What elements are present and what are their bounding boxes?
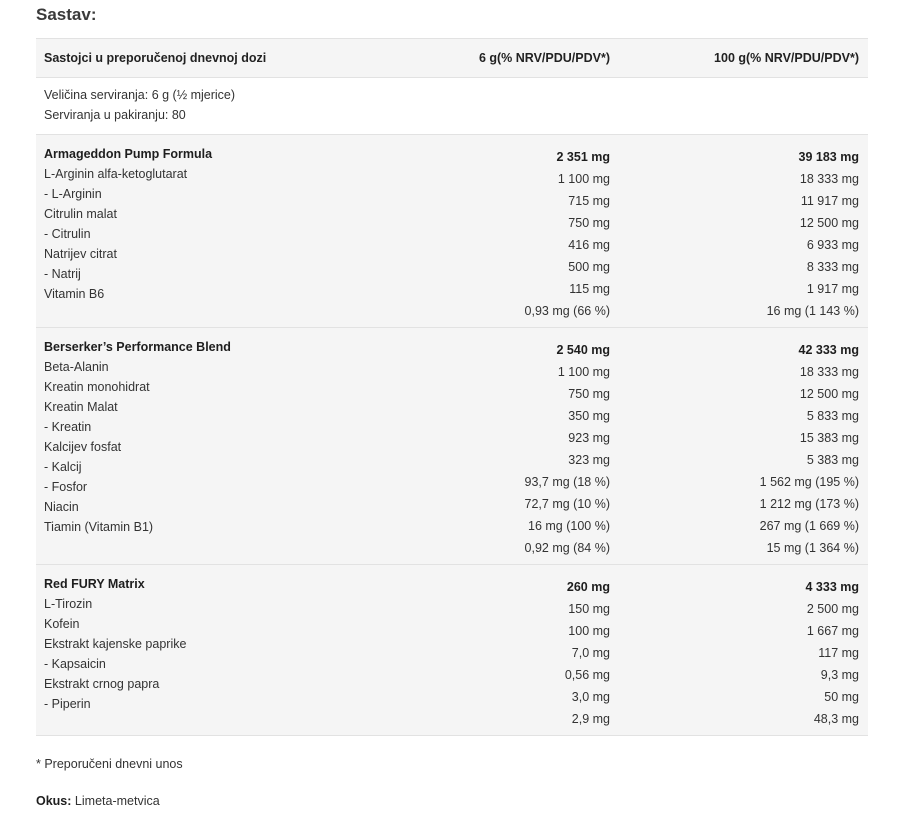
ingredient-line: Citrulin malat — [44, 207, 117, 221]
ingredient-line: 11 917 mg — [800, 194, 859, 208]
ingredient-line: 7,0 mg — [571, 646, 610, 660]
ingredient-line: Kalcijev fosfat — [44, 440, 122, 454]
table-header — [36, 39, 868, 78]
ingredient-line: - Citrulin — [44, 227, 91, 241]
ingredient-line: 1 667 mg — [806, 624, 859, 638]
ingredient-line: 1 100 mg — [557, 172, 610, 186]
ingredient-line: 1 212 mg (173 %) — [759, 497, 859, 511]
ingredient-line: 3,0 mg — [571, 690, 610, 704]
ingredient-line: Ekstrakt crnog papra — [44, 677, 160, 691]
ingredient-line: - Kreatin — [44, 420, 92, 434]
ingredient-line: 93,7 mg (18 %) — [524, 475, 610, 489]
ingredient-line: Vitamin B6 — [44, 287, 105, 301]
blend-total: Armageddon Pump Formula — [44, 147, 213, 161]
ingredient-line: 18 333 mg — [799, 172, 859, 186]
section-berserker — [36, 328, 868, 565]
section-col-6g — [525, 339, 610, 559]
section-heading: Sastav: — [36, 5, 97, 24]
ingredient-line: 0,93 mg (66 %) — [524, 304, 610, 318]
flavor-line — [36, 794, 160, 808]
ingredient-line: 1 917 mg — [806, 282, 859, 296]
header-col-6g: 6 g(% NRV/PDU/PDV*) — [478, 51, 610, 65]
header-col-100g: 100 g(% NRV/PDU/PDV*) — [714, 51, 859, 65]
ingredient-line: 9,3 mg — [820, 668, 859, 682]
ingredient-line: Kofein — [44, 617, 80, 631]
ingredient-line: 1 562 mg (195 %) — [759, 475, 859, 489]
ingredient-line: 500 mg — [568, 260, 610, 274]
ingredient-line: 5 383 mg — [806, 453, 859, 467]
serving-info — [36, 78, 868, 135]
ingredient-line: 50 mg — [824, 690, 859, 704]
ingredient-line: 416 mg — [568, 238, 610, 252]
ingredient-line: 5 833 mg — [806, 409, 859, 423]
ingredient-line: 1 100 mg — [557, 365, 610, 379]
ingredient-line: 16 mg (100 %) — [528, 519, 610, 533]
blend-total: 2 540 mg — [556, 343, 610, 357]
blend-total: Berserker’s Performance Blend — [44, 340, 231, 354]
ingredient-line: 8 333 mg — [806, 260, 859, 274]
ingredient-line: 16 mg (1 143 %) — [766, 304, 859, 318]
flavor-label: Okus: — [36, 794, 72, 808]
section-col-100g — [760, 339, 859, 559]
ingredient-line: 12 500 mg — [799, 216, 859, 230]
ingredient-line: 323 mg — [568, 453, 610, 467]
ingredient-line: 0,92 mg (84 %) — [524, 541, 610, 555]
section-names — [44, 574, 186, 714]
blend-total: 39 183 mg — [798, 150, 859, 164]
header-ingredients: Sastojci u preporučenoj dnevnoj dozi — [44, 51, 267, 65]
ingredient-line: 15 383 mg — [799, 431, 859, 445]
blend-total: 42 333 mg — [798, 343, 859, 357]
ingredient-line: 12 500 mg — [799, 387, 859, 401]
ingredient-line: 117 mg — [818, 646, 859, 660]
nutrition-table — [36, 38, 868, 736]
ingredient-line: L-Tirozin — [44, 597, 93, 611]
ingredient-line: - L-Arginin — [44, 187, 102, 201]
serving-size: Veličina serviranja: 6 g (½ mjerice) — [44, 88, 236, 102]
ingredient-line: 750 mg — [568, 387, 610, 401]
blend-total: Red FURY Matrix — [44, 577, 145, 591]
ingredient-line: Ekstrakt kajenske paprike — [44, 637, 187, 651]
ingredient-line: 750 mg — [568, 216, 610, 230]
ingredient-line: 923 mg — [568, 431, 610, 445]
ingredient-line: Kreatin Malat — [44, 400, 118, 414]
ingredient-line: - Fosfor — [44, 480, 88, 494]
section-col-6g — [525, 146, 610, 322]
blend-total: 2 351 mg — [556, 150, 610, 164]
flavor-value: Limeta-metvica — [74, 794, 160, 808]
ingredient-line: 267 mg (1 669 %) — [759, 519, 859, 533]
blend-total: 260 mg — [566, 580, 610, 594]
ingredient-line: 0,56 mg — [564, 668, 610, 682]
section-armageddon — [36, 135, 868, 328]
ingredient-line: Beta-Alanin — [44, 360, 109, 374]
ingredient-line: 350 mg — [568, 409, 610, 423]
section-col-6g — [565, 576, 610, 730]
ingredient-line: - Piperin — [44, 697, 91, 711]
section-col-100g — [767, 146, 859, 322]
ingredient-line: - Kapsaicin — [44, 657, 106, 671]
servings-per-pack: Serviranja u pakiranju: 80 — [44, 108, 186, 122]
section-col-100g — [805, 576, 859, 730]
ingredient-line: 2,9 mg — [571, 712, 610, 726]
footnote: * Preporučeni dnevni unos — [36, 757, 183, 771]
section-names — [44, 144, 212, 304]
ingredient-line: Tiamin (Vitamin B1) — [44, 520, 154, 534]
section-names — [44, 337, 231, 537]
ingredient-line: - Natrij — [44, 267, 81, 281]
ingredient-line: 115 mg — [569, 282, 610, 296]
ingredient-line: 72,7 mg (10 %) — [524, 497, 610, 511]
ingredient-line: - Kalcij — [44, 460, 82, 474]
ingredient-line: Niacin — [44, 500, 79, 514]
ingredient-line: 18 333 mg — [799, 365, 859, 379]
ingredient-line: L-Arginin alfa-ketoglutarat — [44, 167, 188, 181]
ingredient-line: 100 mg — [568, 624, 610, 638]
ingredient-line: 2 500 mg — [806, 602, 859, 616]
ingredient-line: 150 mg — [568, 602, 610, 616]
ingredient-line: Kreatin monohidrat — [44, 380, 150, 394]
section-red-fury — [36, 565, 868, 736]
ingredient-line: 48,3 mg — [813, 712, 859, 726]
ingredient-line: 15 mg (1 364 %) — [766, 541, 859, 555]
ingredient-line: Natrijev citrat — [44, 247, 117, 261]
ingredient-line: 715 mg — [568, 194, 610, 208]
ingredient-line: 6 933 mg — [806, 238, 859, 252]
blend-total: 4 333 mg — [805, 580, 859, 594]
